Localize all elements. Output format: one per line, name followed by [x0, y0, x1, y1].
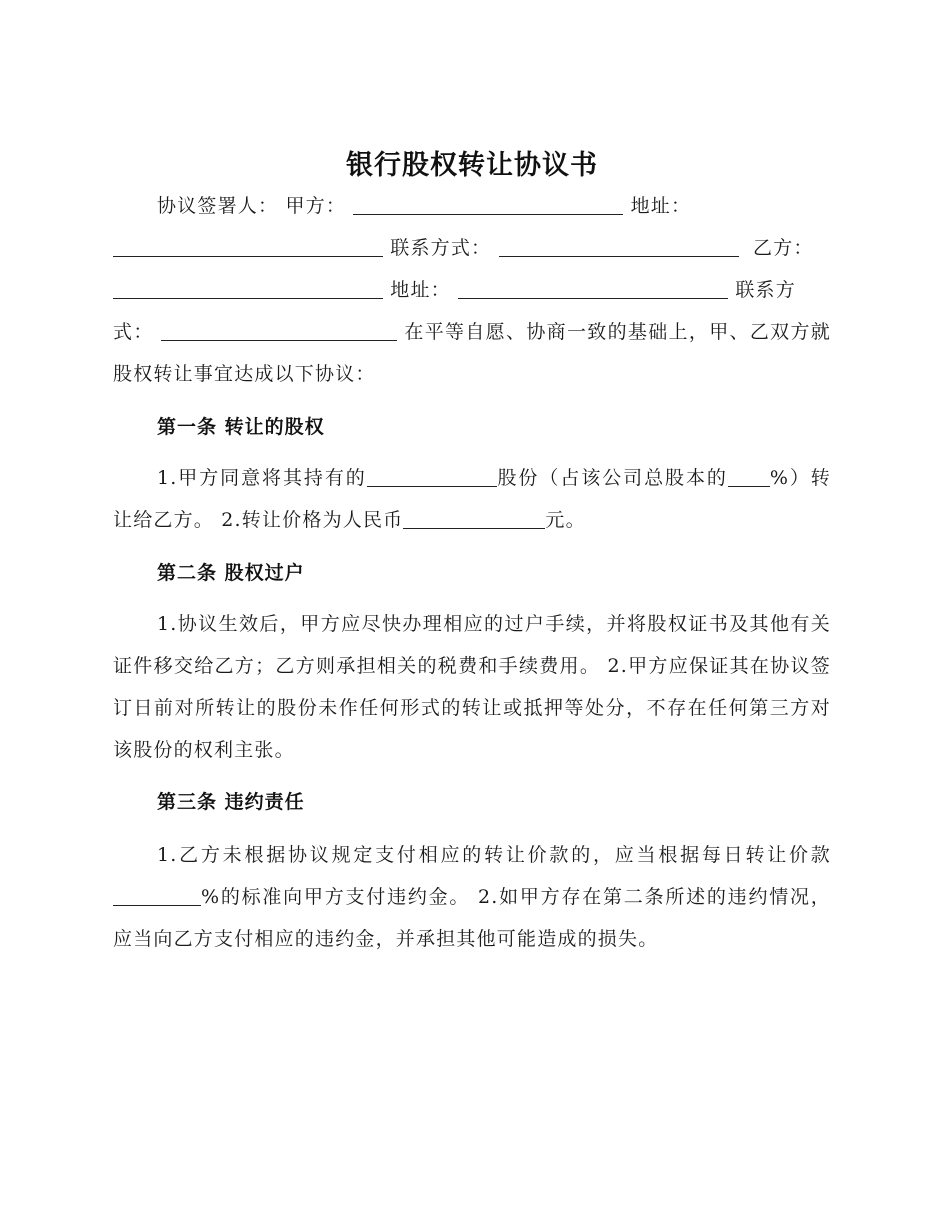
signers-label: 协议签署人：	[157, 195, 279, 217]
party-b-blank[interactable]	[113, 279, 383, 299]
party-b-contact-label-a: 联系方	[735, 279, 796, 301]
article3-heading: 第三条 违约责任	[157, 791, 305, 813]
article2-heading: 第二条 股权过户	[157, 562, 305, 584]
intro-paragraph	[113, 185, 831, 395]
party-a-address-blank[interactable]	[113, 237, 383, 257]
party-b-label: 乙方：	[753, 237, 814, 259]
percent-blank[interactable]	[728, 467, 770, 487]
article1-text-d: 元。	[545, 509, 586, 531]
article1-text-c: %）转让给乙方。 2.转让价格为人民币	[113, 467, 831, 531]
price-blank[interactable]	[403, 509, 545, 529]
party-a-address-label: 地址：	[630, 195, 692, 217]
article1-text-a: 1.甲方同意将其持有的	[157, 467, 367, 489]
party-a-contact-blank[interactable]	[499, 237, 739, 257]
article3-text-a: 1.乙方未根据协议规定支付相应的转让价款的，应当根据每日转让价款	[157, 844, 831, 866]
shares-blank[interactable]	[367, 467, 497, 487]
party-a-label: 甲方：	[285, 195, 347, 217]
intro-preamble: 在平等自愿、协商一致的基础上，甲、乙双方就股权转让事宜达成以下协议：	[113, 321, 832, 385]
article1-paragraph	[113, 457, 831, 541]
article3-text-b: %的标准向甲方支付违约金。 2.如甲方存在第二条所述的违约情况，应当向乙方支付相应的违约金，并承担其他可能造成的损失。	[113, 886, 831, 950]
party-b-address-label: 地址：	[390, 279, 451, 301]
article1-text-b: 股份（占该公司总股本的	[496, 467, 728, 489]
party-b-contact-blank[interactable]	[161, 321, 397, 341]
party-b-address-blank[interactable]	[458, 279, 728, 299]
document-title: 银行股权转让协议书	[346, 150, 598, 181]
article1-heading: 第一条 转让的股权	[157, 416, 325, 438]
party-a-contact-label: 联系方式：	[390, 237, 492, 259]
penalty-percent-blank[interactable]	[113, 886, 201, 906]
article3-paragraph	[113, 834, 831, 960]
article2-paragraph: 1.协议生效后，甲方应尽快办理相应的过户手续，并将股权证书及其他有关证件移交给乙方；乙方则承担相关的税费和手续费用。 2.甲方应保证其在协议签订日前对所转让的股份未作任何形式的转让或抵押等处分，不存在任何第三方对该股份的权利主张。	[113, 613, 831, 761]
party-b-contact-label-b: 式：	[113, 321, 154, 343]
party-a-blank[interactable]	[353, 195, 623, 215]
